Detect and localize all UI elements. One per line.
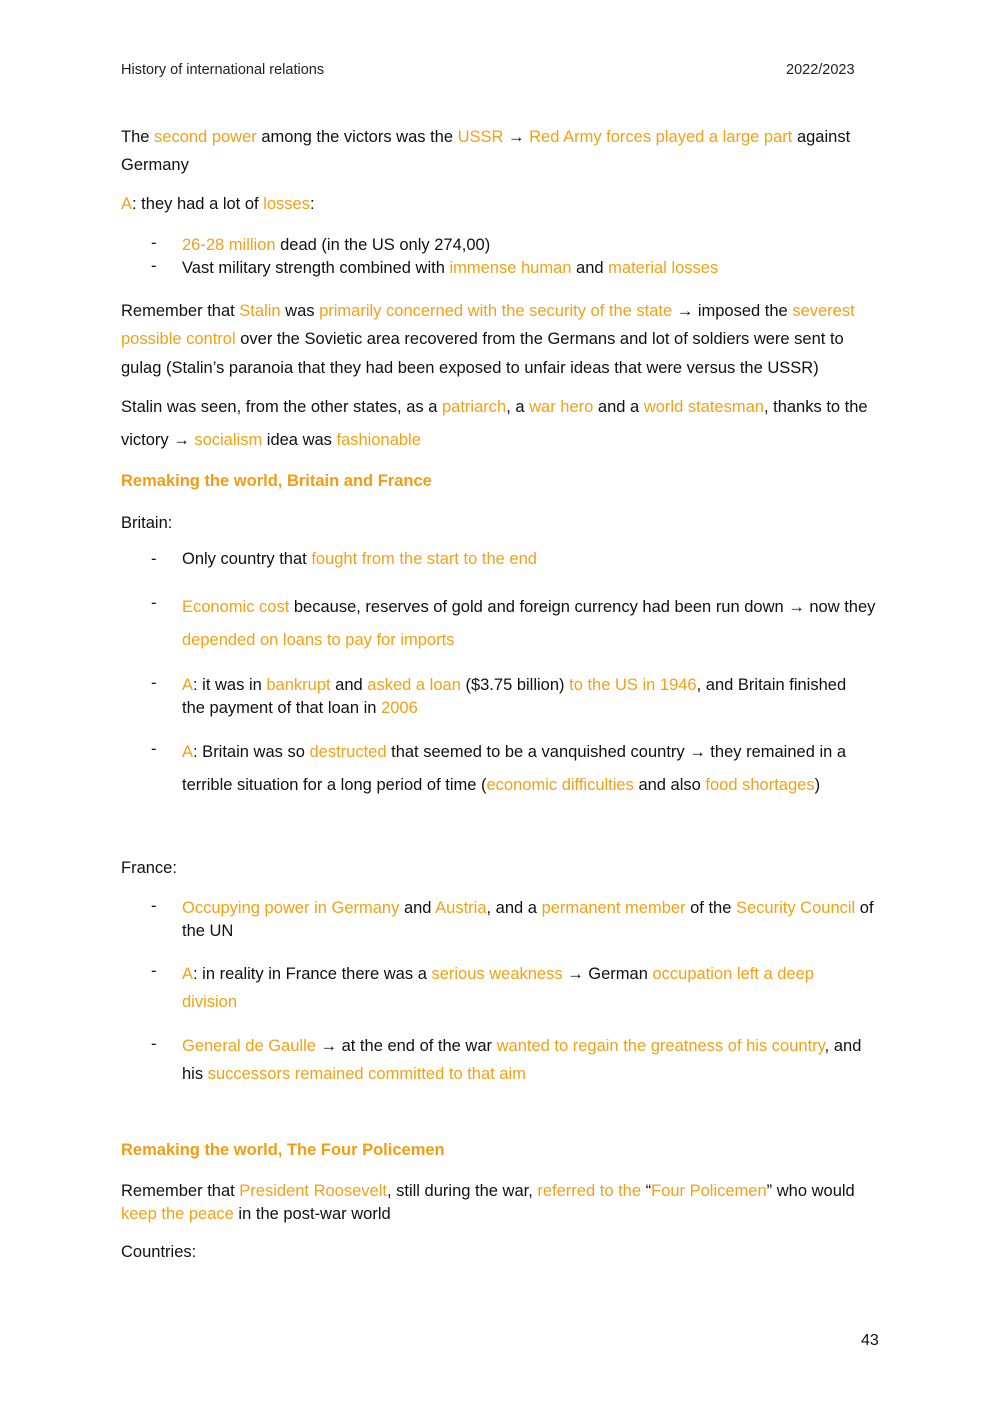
text-run: in the post-war world	[233, 1205, 391, 1224]
highlighted-text: General de Gaulle	[182, 1037, 316, 1055]
highlighted-text: A	[182, 965, 194, 983]
header-title: History of international relations	[121, 62, 325, 78]
text-run: , a	[506, 398, 530, 416]
highlighted-text: occupation left a deep division	[182, 965, 814, 1012]
highlighted-text: world statesman	[643, 398, 764, 416]
bullet-de-gaulle	[182, 1032, 882, 1089]
highlighted-text: bankrupt	[266, 676, 331, 694]
paragraph-four-policemen	[121, 1180, 881, 1226]
section-heading-four-policemen: Remaking the world, The Four Policemen	[121, 1141, 445, 1159]
text-run: and a	[593, 398, 644, 416]
text-run: and	[399, 899, 436, 917]
text-run: dead (in the US only 274,00)	[275, 236, 491, 254]
highlighted-text: material losses	[608, 259, 719, 277]
text-run: , thanks to the victory →	[121, 398, 868, 449]
bullet-dead	[182, 234, 882, 257]
text-run: The	[121, 128, 155, 146]
bullet-occupying-power	[182, 897, 874, 943]
highlighted-text: USSR	[457, 128, 504, 146]
highlighted-text: asked a loan	[367, 676, 461, 694]
highlighted-text: 2006	[381, 699, 418, 718]
text-run: Remember that	[121, 302, 240, 320]
bullet-weakness	[182, 960, 862, 1017]
page-number: 43	[861, 1332, 879, 1349]
highlighted-text: Four Policemen	[651, 1182, 767, 1200]
text-run: of the	[685, 899, 736, 917]
text-run: → German	[562, 965, 653, 983]
paragraph-losses	[121, 191, 881, 219]
highlighted-text: fashionable	[336, 431, 421, 449]
paragraph-stalin-seen	[121, 391, 881, 457]
bullet-military-strength	[182, 257, 882, 280]
text-run: Remember that	[121, 1182, 240, 1200]
text-run: , and a	[486, 899, 542, 917]
highlighted-text: patriarch	[442, 398, 507, 416]
bullet-economic-cost	[182, 591, 882, 657]
text-run: that seemed to be a vanquished country → they remained in a terrible situation for a long period of time (	[182, 743, 847, 794]
text-run: against Germany	[121, 128, 851, 174]
text-run: →	[503, 128, 530, 146]
text-run: → at the end of the war	[315, 1037, 497, 1055]
highlighted-text: Security Council	[736, 899, 856, 917]
paragraph-stalin-security	[121, 297, 881, 382]
highlighted-text: Occupying power in Germany	[182, 899, 400, 917]
bullet-loan	[182, 674, 872, 720]
highlighted-text: food shortages	[705, 776, 815, 794]
text-run: , and his	[182, 1037, 862, 1084]
highlighted-text: successors remained committed to that aim	[207, 1065, 526, 1084]
highlighted-text: socialism	[194, 431, 263, 449]
highlighted-text: permanent member	[541, 899, 686, 917]
text-run: Only country that	[182, 550, 312, 568]
text-run: “	[641, 1182, 652, 1200]
bullet-destructed	[182, 736, 882, 802]
text-run: and also	[633, 776, 706, 794]
highlighted-text: A	[182, 743, 194, 761]
highlighted-text: referred to the	[537, 1182, 642, 1200]
label-britain: Britain:	[121, 514, 173, 532]
text-run: : it was in	[193, 676, 267, 694]
text-run: )	[814, 776, 821, 794]
highlighted-text: A	[121, 195, 133, 213]
bullet-fought	[182, 550, 882, 569]
highlighted-text: A	[182, 676, 194, 694]
highlighted-text: Red Army forces played a large part	[529, 128, 793, 146]
highlighted-text: Economic cost	[182, 598, 290, 616]
highlighted-text: President Roosevelt	[239, 1182, 387, 1200]
paragraph-ussr	[121, 124, 881, 179]
label-france: France:	[121, 859, 177, 877]
highlighted-text: second power	[154, 128, 257, 146]
text-run: because, reserves of gold and foreign currency had been run down → now they	[289, 598, 876, 616]
highlighted-text: Stalin	[239, 302, 281, 320]
highlighted-text: Austria	[435, 899, 487, 917]
label-countries: Countries:	[121, 1243, 197, 1261]
text-run: idea was	[262, 431, 337, 449]
text-run: Stalin was seen, from the other states, as a	[121, 398, 442, 416]
text-run: : in reality in France there was a	[193, 965, 432, 983]
highlighted-text: primarily concerned with the security of the state	[319, 302, 673, 320]
highlighted-text: fought from the start to the end	[311, 550, 537, 568]
text-run: : they had a lot of	[132, 195, 264, 213]
text-run: , still during the war,	[386, 1182, 538, 1200]
highlighted-text: destructed	[309, 743, 387, 761]
text-run: → imposed the	[672, 302, 793, 320]
text-run: over the Sovietic area recovered from the Germans and lot of soldiers were sent to gulag (Stalin’s paranoia that they had been exposed to unfair ideas that were versus the USSR)	[121, 330, 844, 377]
text-run: ” who would	[766, 1182, 855, 1200]
highlighted-text: depended on loans to pay for imports	[182, 631, 455, 649]
section-heading-britain-france: Remaking the world, Britain and France	[121, 472, 432, 490]
highlighted-text: serious weakness	[431, 965, 563, 983]
highlighted-text: 26-28 million	[182, 236, 276, 254]
highlighted-text: to the US in 1946	[569, 676, 697, 694]
text-run: among the victors was the	[256, 128, 458, 146]
header-year: 2022/2023	[786, 62, 855, 78]
highlighted-text: economic difficulties	[486, 776, 634, 794]
text-run: :	[309, 195, 315, 213]
text-run: was	[280, 302, 320, 320]
text-run: and	[571, 259, 609, 277]
text-run: , and Britain finished the payment of that loan in	[182, 676, 847, 718]
text-run: and	[330, 676, 368, 694]
highlighted-text: wanted to regain the greatness of his country	[496, 1037, 825, 1055]
highlighted-text: severest possible control	[121, 302, 855, 349]
text-run: : Britain was so	[193, 743, 310, 761]
highlighted-text: immense human	[449, 259, 572, 277]
highlighted-text: war hero	[529, 398, 594, 416]
text-run: of the UN	[182, 899, 874, 941]
text-run: Vast military strength combined with	[182, 259, 450, 277]
highlighted-text: keep the peace	[121, 1205, 234, 1224]
text-run: ($3.75 billion)	[460, 676, 570, 694]
highlighted-text: losses	[263, 195, 310, 213]
